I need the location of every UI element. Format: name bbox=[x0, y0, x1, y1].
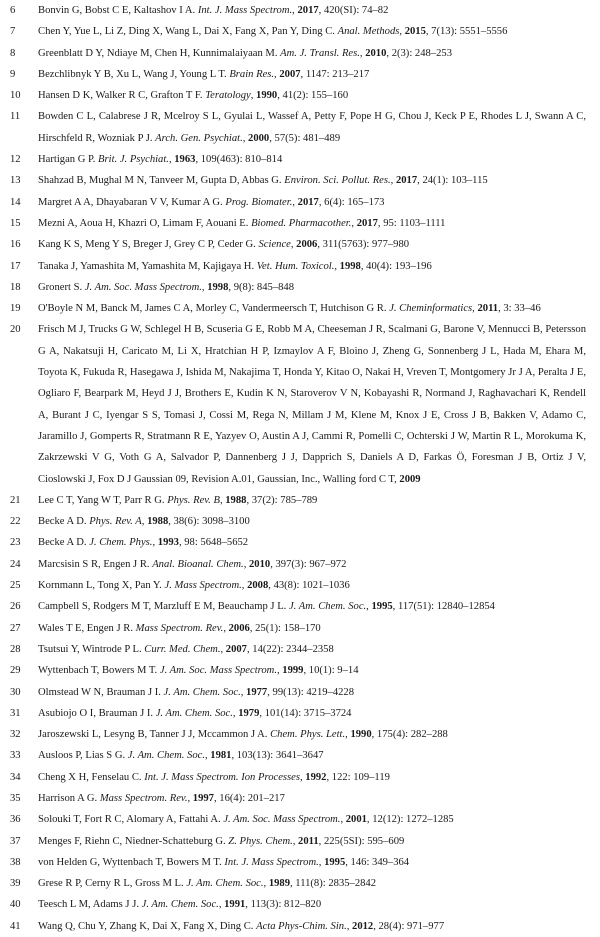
reference-details: , 25(1): 158–170 bbox=[249, 622, 321, 634]
reference-journal: Mass Spectrom. Rev. bbox=[99, 792, 188, 804]
reference-authors: Bowden C L, Calabrese J R, Mcelroy S L, Gyulai L, Wassef A, Petty F, Pope H G, Chou J, Keck P E, Rhodes L J, Swann A C, Hirschfeld R, Wozniak P J. bbox=[38, 111, 586, 144]
reference-item bbox=[0, 64, 600, 85]
reference-year: 2007 bbox=[225, 643, 247, 655]
reference-authors: Grese R P, Cerny R L, Gross M L. bbox=[38, 878, 184, 890]
reference-details: , 111(8): 2835–2842 bbox=[290, 878, 377, 890]
reference-journal: Anal. Methods bbox=[337, 26, 400, 38]
reference-number: 11 bbox=[10, 111, 21, 123]
reference-text: Hartigan G P. Brit. J. Psychiat., 1963, 109(463): 810–814 bbox=[38, 154, 283, 166]
reference-year: 2001 bbox=[345, 814, 367, 826]
reference-item bbox=[0, 511, 600, 532]
reference-year: 1989 bbox=[268, 878, 290, 890]
reference-item bbox=[0, 703, 600, 724]
reference-year: 1998 bbox=[207, 281, 229, 293]
reference-year: 1992 bbox=[305, 771, 327, 783]
reference-journal: Arch. Gen. Psychiat. bbox=[155, 132, 243, 144]
reference-text: Ausloos P, Lias S G. J. Am. Chem. Soc., 1981, 103(13): 3641–3647 bbox=[38, 750, 324, 762]
reference-number: 9 bbox=[10, 68, 16, 80]
reference-item bbox=[0, 894, 600, 915]
reference-authors: Gronert S. bbox=[38, 281, 83, 293]
reference-journal: Am. J. Transl. Res. bbox=[280, 47, 360, 59]
reference-year: 2017 bbox=[356, 217, 378, 229]
reference-details: , 397(3): 967–972 bbox=[270, 558, 347, 570]
reference-journal: Environ. Sci. Pollut. Res. bbox=[284, 175, 391, 187]
reference-item bbox=[0, 43, 600, 64]
reference-year: 2006 bbox=[228, 622, 250, 634]
reference-number: 15 bbox=[10, 217, 21, 229]
reference-journal: Brain Res. bbox=[229, 68, 275, 80]
reference-number: 24 bbox=[10, 558, 21, 570]
reference-authors: Tsutsui Y, Wintrode P L. bbox=[38, 643, 142, 655]
reference-journal: Acta Phys-Chim. Sin. bbox=[256, 920, 347, 932]
reference-year: 1997 bbox=[192, 792, 214, 804]
reference-journal: Mass Spectrom. Rev. bbox=[135, 622, 224, 634]
reference-item bbox=[0, 745, 600, 766]
reference-number: 34 bbox=[10, 771, 21, 783]
reference-authors: Campbell S, Rodgers M T, Marzluff E M, Beauchamp J L. bbox=[38, 601, 287, 613]
reference-text: Chen Y, Yue L, Li Z, Ding X, Wang L, Dai X, Fang X, Pan Y, Ding C. Anal. Methods, 2015, 7(13): 5551–5556 bbox=[38, 26, 508, 38]
reference-number: 13 bbox=[10, 175, 21, 187]
reference-details: , 6(4): 165–173 bbox=[318, 196, 385, 208]
reference-text: Asubiojo O I, Brauman J I. J. Am. Chem. Soc., 1979, 101(14): 3715–3724 bbox=[38, 707, 352, 719]
reference-details: , 37(2): 785–789 bbox=[246, 494, 318, 506]
reference-year: 2012 bbox=[352, 920, 374, 932]
reference-year: 1977 bbox=[246, 686, 268, 698]
reference-details: , 41(2): 155–160 bbox=[277, 90, 349, 102]
reference-details: , 14(22): 2344–2358 bbox=[246, 643, 334, 655]
reference-text: Greenblatt D Y, Ndiaye M, Chen H, Kunnimalaiyaan M. Am. J. Transl. Res., 2010, 2(3): 248–253 bbox=[38, 47, 453, 59]
reference-details: , 57(5): 481–489 bbox=[269, 132, 341, 144]
reference-details: , 7(13): 5551–5556 bbox=[425, 26, 508, 38]
reference-item bbox=[0, 106, 600, 149]
reference-authors: Solouki T, Fort R C, Alomary A, Fattahi A. bbox=[38, 814, 221, 826]
reference-journal: Phys. Rev. B bbox=[167, 494, 220, 506]
reference-authors: Harrison A G. bbox=[38, 792, 98, 804]
reference-details: , 1147: 213–217 bbox=[300, 68, 370, 80]
reference-year: 2017 bbox=[395, 175, 418, 187]
reference-text: O'Boyle N M, Banck M, James C A, Morley C, Vandermeersch T, Hutchison G R. J. Cheminformatics, 2011, 3: 33–46 bbox=[38, 303, 541, 315]
reference-year: 2010 bbox=[365, 47, 387, 59]
reference-item bbox=[0, 213, 600, 234]
reference-number: 20 bbox=[10, 324, 21, 336]
reference-journal: Anal. Bioanal. Chem. bbox=[152, 558, 244, 570]
reference-item bbox=[0, 319, 600, 489]
reference-details: , 109(463): 810–814 bbox=[195, 154, 283, 166]
reference-authors: Cheng X H, Fenselau C. bbox=[38, 771, 142, 783]
reference-journal: J. Am. Soc. Mass Spectrom. bbox=[159, 665, 277, 677]
reference-journal: Z. Phys. Chem. bbox=[228, 835, 293, 847]
reference-authors: Olmstead W N, Brauman J I. bbox=[38, 686, 161, 698]
reference-details: , 175(4): 282–288 bbox=[371, 729, 448, 741]
reference-authors: Becke A D. bbox=[38, 537, 87, 549]
reference-text: Shahzad B, Mughal M N, Tanveer M, Gupta D, Abbas G. Environ. Sci. Pollut. Res., 2017, 24(1): 103–115 bbox=[38, 175, 488, 187]
reference-details: , 28(4): 971–977 bbox=[373, 920, 445, 932]
reference-year: 1995 bbox=[324, 856, 346, 868]
reference-number: 35 bbox=[10, 792, 21, 804]
reference-year: 2007 bbox=[279, 68, 301, 80]
reference-text: Teesch L M, Adams J J. J. Am. Chem. Soc., 1991, 113(3): 812–820 bbox=[38, 899, 322, 911]
reference-text: Campbell S, Rodgers M T, Marzluff E M, Beauchamp J L. J. Am. Chem. Soc., 1995, 117(51): 12840–12854 bbox=[38, 601, 495, 613]
reference-item bbox=[0, 682, 600, 703]
reference-details: , 113(3): 812–820 bbox=[245, 899, 322, 911]
reference-authors: Wales T E, Engen J R. bbox=[38, 622, 133, 634]
reference-item bbox=[0, 618, 600, 639]
reference-year: 2011 bbox=[477, 303, 499, 315]
reference-journal: Phys. Rev. A bbox=[89, 516, 142, 528]
reference-item bbox=[0, 852, 600, 873]
reference-authors: Margret A A, Dhayabaran V V, Kumar A G. bbox=[38, 196, 223, 208]
reference-number: 32 bbox=[10, 729, 21, 741]
reference-text: Olmstead W N, Brauman J I. J. Am. Chem. Soc., 1977, 99(13): 4219–4228 bbox=[38, 686, 355, 698]
reference-authors: Wyttenbach T, Bowers M T. bbox=[38, 665, 158, 677]
reference-authors: Mezni A, Aoua H, Khazri O, Limam F, Aouani E. bbox=[38, 217, 249, 229]
reference-year: 1963 bbox=[174, 154, 196, 166]
reference-item bbox=[0, 277, 600, 298]
reference-details: , 101(14): 3715–3724 bbox=[259, 707, 352, 719]
reference-details: , 3: 33–46 bbox=[498, 303, 541, 315]
reference-year: 1991 bbox=[224, 899, 246, 911]
reference-journal: Int. J. Mass Spectrom. bbox=[197, 5, 293, 16]
reference-details: , 12(12): 1272–1285 bbox=[366, 814, 454, 826]
reference-number: 21 bbox=[10, 494, 21, 506]
reference-journal: J. Chem. Phys. bbox=[89, 537, 153, 549]
reference-item bbox=[0, 256, 600, 277]
reference-journal: J. Am. Chem. Soc. bbox=[288, 601, 367, 613]
reference-item bbox=[0, 234, 600, 255]
reference-item bbox=[0, 767, 600, 788]
reference-year: 1990 bbox=[256, 90, 278, 102]
reference-year: 2008 bbox=[247, 580, 269, 592]
reference-journal: J. Am. Soc. Mass Spectrom. bbox=[223, 814, 341, 826]
reference-number: 23 bbox=[10, 537, 21, 549]
reference-number: 16 bbox=[10, 239, 21, 251]
reference-authors: Kang K S, Meng Y S, Breger J, Grey C P, Ceder G. bbox=[38, 239, 256, 251]
reference-details: , 16(4): 201–217 bbox=[213, 792, 285, 804]
reference-number: 40 bbox=[10, 899, 21, 911]
reference-number: 33 bbox=[10, 750, 21, 762]
reference-authors: Menges F, Riehn C, Niedner-Schatteburg G. bbox=[38, 835, 226, 847]
reference-item bbox=[0, 660, 600, 681]
reference-journal: J. Am. Chem. Soc. bbox=[127, 750, 205, 762]
reference-details: , 146: 349–364 bbox=[345, 856, 410, 868]
reference-number: 25 bbox=[10, 580, 21, 592]
reference-details: , 95: 1103–1111 bbox=[377, 217, 446, 229]
reference-number: 41 bbox=[10, 920, 21, 932]
reference-authors: O'Boyle N M, Banck M, James C A, Morley C, Vandermeersch T, Hutchison G R. bbox=[38, 303, 387, 315]
reference-year: 2011 bbox=[298, 835, 319, 847]
reference-number: 17 bbox=[10, 260, 21, 272]
reference-item bbox=[0, 298, 600, 319]
reference-authors: Ausloos P, Lias S G. bbox=[38, 750, 126, 762]
reference-authors: Tanaka J, Yamashita M, Yamashita M, Kajigaya H. bbox=[38, 260, 255, 272]
reference-details: , 225(5SI): 595–609 bbox=[318, 835, 405, 847]
reference-authors: Shahzad B, Mughal M N, Tanveer M, Gupta D, Abbas G. bbox=[38, 175, 282, 187]
reference-authors: Frisch M J, Trucks G W, Schlegel H B, Scuseria G E, Robb M A, Cheeseman J R, Scalmani G, Barone V, Mennucci B, Petersson G A, Nakatsuji H, Caricato M, Li X, Hratchian H P, Izmaylov A F, Bloino J, Zheng G, Sonnenberg J L, Hada M, Ehara M, Toyota K, Fukuda R, Hasegawa J, Ishida M, Nakajima T, Honda Y, Kitao O, Nakai H, Vreven T, Montgomery Jr J A, Peralta J E, Ogliaro F, Bearpark M, Heyd J J, Brothers E, Kudin K N, Staroverov V N, Kobayashi R, Normand J, Raghavachari K, Rendell A, Burant J C, Iyengar S S, Tomasi J, Cossi M, Rega N, Millam J M, Klene M, Knox J E, Cross J B, Bakken V, Adamo C, Jaramillo J, Gomperts R, Stratmann R E, Yazyev O, Austin A J, Cammi R, Pomelli C, Ochterski J W, Martin R L, Morokuma K, Zakrzewski V G, Voth G A, Salvador P, Dannenberg J J, Dapprich S, Daniels A D, Farkas Ö, Foresman J B, Ortiz J V, Cioslowski J, Fox D J Gaussian 09, Revision A.01, Gaussian, Inc., Walling ford C T, bbox=[38, 324, 586, 485]
reference-authors: Greenblatt D Y, Ndiaye M, Chen H, Kunnimalaiyaan M. bbox=[38, 47, 278, 59]
reference-text: Tanaka J, Yamashita M, Yamashita M, Kajigaya H. Vet. Hum. Toxicol., 1998, 40(4): 193–196 bbox=[38, 260, 432, 272]
reference-authors: Wang Q, Chu Y, Zhang K, Dai X, Fang X, Ding C. bbox=[38, 920, 254, 932]
reference-text: Jaroszewski L, Lesyng B, Tanner J J, Mccammon J A. Chem. Phys. Lett., 1990, 175(4): 282–288 bbox=[38, 729, 448, 741]
reference-text: von Helden G, Wyttenbach T, Bowers M T. Int. J. Mass Spectrom., 1995, 146: 349–364 bbox=[38, 856, 410, 868]
reference-number: 28 bbox=[10, 643, 21, 655]
reference-journal: Teratology bbox=[205, 90, 251, 102]
reference-authors: Marcsisin S R, Engen J R. bbox=[38, 558, 150, 570]
reference-journal: J. Cheminformatics bbox=[389, 303, 473, 315]
reference-text: Kang K S, Meng Y S, Breger J, Grey C P, Ceder G. Science, 2006, 311(5763): 977–980 bbox=[38, 239, 410, 251]
reference-journal: J. Am. Chem. Soc. bbox=[155, 707, 233, 719]
reference-text: Tsutsui Y, Wintrode P L. Curr. Med. Chem., 2007, 14(22): 2344–2358 bbox=[38, 643, 334, 655]
reference-number: 19 bbox=[10, 303, 21, 315]
reference-item bbox=[0, 490, 600, 511]
reference-item bbox=[0, 532, 600, 553]
reference-number: 38 bbox=[10, 856, 21, 868]
reference-number: 7 bbox=[10, 26, 16, 38]
reference-text: Menges F, Riehn C, Niedner-Schatteburg G. Z. Phys. Chem., 2011, 225(5SI): 595–609 bbox=[38, 835, 405, 847]
reference-item bbox=[0, 170, 600, 191]
reference-year: 2010 bbox=[249, 558, 271, 570]
reference-text: Cheng X H, Fenselau C. Int. J. Mass Spectrom. Ion Processes, 1992, 122: 109–119 bbox=[38, 771, 390, 783]
reference-authors: Hansen D K, Walker R C, Grafton T F. bbox=[38, 90, 203, 102]
reference-number: 26 bbox=[10, 601, 21, 613]
reference-year: 1990 bbox=[350, 729, 372, 741]
reference-number: 37 bbox=[10, 835, 21, 847]
reference-year: 2017 bbox=[297, 5, 319, 16]
reference-year: 1993 bbox=[157, 537, 179, 549]
reference-details: , 2(3): 248–253 bbox=[386, 47, 453, 59]
reference-details: , 117(51): 12840–12854 bbox=[392, 601, 495, 613]
reference-journal: J. Am. Soc. Mass Spectrom. bbox=[84, 281, 202, 293]
reference-authors: Asubiojo O I, Brauman J I. bbox=[38, 707, 154, 719]
reference-details: , 43(8): 1021–1036 bbox=[268, 580, 350, 592]
reference-details: , 40(4): 193–196 bbox=[360, 260, 432, 272]
reference-item bbox=[0, 809, 600, 830]
reference-authors: Hartigan G P. bbox=[38, 154, 96, 166]
reference-number: 18 bbox=[10, 281, 21, 293]
reference-year: 1979 bbox=[238, 707, 260, 719]
reference-year: 1988 bbox=[225, 494, 247, 506]
reference-text: Solouki T, Fort R C, Alomary A, Fattahi A. J. Am. Soc. Mass Spectrom., 2001, 12(12): 1272–1285 bbox=[38, 814, 454, 826]
reference-item bbox=[0, 639, 600, 660]
reference-number: 22 bbox=[10, 516, 21, 528]
reference-number: 12 bbox=[10, 154, 21, 166]
reference-item bbox=[0, 0, 600, 21]
reference-number: 27 bbox=[10, 622, 21, 634]
reference-details: , 10(1): 9–14 bbox=[303, 665, 359, 677]
reference-item bbox=[0, 575, 600, 596]
reference-journal: J. Mass Spectrom. bbox=[164, 580, 242, 592]
reference-text: Hansen D K, Walker R C, Grafton T F. Teratology, 1990, 41(2): 155–160 bbox=[38, 90, 349, 102]
reference-details: , 420(SI): 74–82 bbox=[318, 5, 389, 16]
reference-number: 6 bbox=[10, 5, 16, 16]
reference-journal: Science bbox=[258, 239, 291, 251]
reference-year: 1998 bbox=[339, 260, 361, 272]
reference-item bbox=[0, 596, 600, 617]
reference-details: , 9(8): 845–848 bbox=[228, 281, 295, 293]
reference-text: Margret A A, Dhayabaran V V, Kumar A G. Prog. Biomater., 2017, 6(4): 165–173 bbox=[38, 196, 385, 208]
reference-authors: Bezchlibnyk Y B, Xu L, Wang J, Young L T. bbox=[38, 68, 227, 80]
reference-number: 29 bbox=[10, 665, 21, 677]
reference-text bbox=[38, 319, 586, 489]
reference-text: Wales T E, Engen J R. Mass Spectrom. Rev., 2006, 25(1): 158–170 bbox=[38, 622, 321, 634]
reference-journal: Curr. Med. Chem. bbox=[144, 643, 221, 655]
reference-journal: J. Am. Chem. Soc. bbox=[186, 878, 264, 890]
reference-details: , 311(5763): 977–980 bbox=[317, 239, 410, 251]
reference-journal: Vet. Hum. Toxicol. bbox=[256, 260, 335, 272]
reference-year: 2000 bbox=[248, 132, 270, 144]
reference-year: 1995 bbox=[371, 601, 393, 613]
reference-number: 30 bbox=[10, 686, 21, 698]
reference-details: , 98: 5648–5652 bbox=[178, 537, 249, 549]
reference-details: , 122: 109–119 bbox=[326, 771, 390, 783]
reference-authors: Lee C T, Yang W T, Parr R G. bbox=[38, 494, 165, 506]
reference-text: Mezni A, Aoua H, Khazri O, Limam F, Aouani E. Biomed. Pharmacother., 2017, 95: 1103–1111 bbox=[38, 217, 446, 229]
reference-text: Becke A D. Phys. Rev. A, 1988, 38(6): 3098–3100 bbox=[38, 516, 250, 528]
reference-text: Marcsisin S R, Engen J R. Anal. Bioanal. Chem., 2010, 397(3): 967–972 bbox=[38, 558, 347, 570]
reference-year: 2017 bbox=[297, 196, 319, 208]
reference-number: 8 bbox=[10, 47, 16, 59]
reference-number: 10 bbox=[10, 90, 21, 102]
reference-details: , 24(1): 103–115 bbox=[417, 175, 488, 187]
reference-details: , 99(13): 4219–4228 bbox=[267, 686, 355, 698]
reference-item bbox=[0, 916, 600, 937]
reference-number: 39 bbox=[10, 878, 21, 890]
reference-text: Grese R P, Cerny R L, Gross M L. J. Am. Chem. Soc., 1989, 111(8): 2835–2842 bbox=[38, 878, 377, 890]
reference-text: Lee C T, Yang W T, Parr R G. Phys. Rev. B, 1988, 37(2): 785–789 bbox=[38, 494, 318, 506]
reference-text: Wyttenbach T, Bowers M T. J. Am. Soc. Mass Spectrom., 1999, 10(1): 9–14 bbox=[38, 665, 359, 677]
reference-journal: Int. J. Mass Spectrom. Ion Processes bbox=[144, 771, 300, 783]
reference-details: , 38(6): 3098–3100 bbox=[168, 516, 250, 528]
reference-text: Bonvin G, Bobst C E, Kaltashov I A. Int. J. Mass Spectrom., 2017, 420(SI): 74–82 bbox=[38, 5, 389, 16]
reference-item bbox=[0, 831, 600, 852]
reference-authors: von Helden G, Wyttenbach T, Bowers M T. bbox=[38, 856, 222, 868]
reference-text: Gronert S. J. Am. Soc. Mass Spectrom., 1998, 9(8): 845–848 bbox=[38, 281, 295, 293]
reference-details: , 103(13): 3641–3647 bbox=[231, 750, 324, 762]
reference-item bbox=[0, 724, 600, 745]
reference-authors: Teesch L M, Adams J J. bbox=[38, 899, 139, 911]
reference-text: Bezchlibnyk Y B, Xu L, Wang J, Young L T. Brain Res., 2007, 1147: 213–217 bbox=[38, 68, 370, 80]
reference-journal: Chem. Phys. Lett. bbox=[270, 729, 346, 741]
reference-item bbox=[0, 21, 600, 42]
reference-number: 14 bbox=[10, 196, 21, 208]
reference-year: 2015 bbox=[404, 26, 426, 38]
reference-year: 1981 bbox=[210, 750, 232, 762]
reference-authors: Chen Y, Yue L, Li Z, Ding X, Wang L, Dai X, Fang X, Pan Y, Ding C. bbox=[38, 26, 335, 38]
reference-number: 36 bbox=[10, 814, 21, 826]
reference-authors: Bonvin G, Bobst C E, Kaltashov I A. bbox=[38, 5, 196, 16]
reference-text: Kornmann L, Tong X, Pan Y. J. Mass Spectrom., 2008, 43(8): 1021–1036 bbox=[38, 580, 350, 592]
reference-journal: Biomed. Pharmacother. bbox=[251, 217, 352, 229]
reference-item bbox=[0, 788, 600, 809]
reference-year: 1988 bbox=[147, 516, 169, 528]
reference-text: Wang Q, Chu Y, Zhang K, Dai X, Fang X, Ding C. Acta Phys-Chim. Sin., 2012, 28(4): 971–977 bbox=[38, 920, 445, 932]
reference-text: Bowden C L, Calabrese J R, Mcelroy S L, Gyulai L, Wassef A, Petty F, Pope H G, Chou J, Keck P E, Rhodes L J, Swann A C, Hirschfeld R, Wozniak P J. Arch. Gen. Psychiat., 2000, 57(5): 481–489 bbox=[38, 111, 586, 144]
reference-item bbox=[0, 192, 600, 213]
reference-authors: Kornmann L, Tong X, Pan Y. bbox=[38, 580, 162, 592]
reference-journal: Brit. J. Psychiat. bbox=[98, 154, 169, 166]
reference-year: 2006 bbox=[296, 239, 318, 251]
reference-authors: Jaroszewski L, Lesyng B, Tanner J J, Mccammon J A. bbox=[38, 729, 268, 741]
reference-journal: J. Am. Chem. Soc. bbox=[163, 686, 241, 698]
reference-text: Harrison A G. Mass Spectrom. Rev., 1997, 16(4): 201–217 bbox=[38, 792, 285, 804]
reference-authors: Becke A D. bbox=[38, 516, 87, 528]
reference-text: Becke A D. J. Chem. Phys., 1993, 98: 5648–5652 bbox=[38, 537, 249, 549]
reference-year: 2009 bbox=[399, 473, 421, 485]
reference-item bbox=[0, 149, 600, 170]
reference-year: 1999 bbox=[282, 665, 304, 677]
reference-item bbox=[0, 873, 600, 894]
reference-item bbox=[0, 85, 600, 106]
reference-journal: Prog. Biomater. bbox=[225, 196, 293, 208]
reference-journal: J. Am. Chem. Soc. bbox=[141, 899, 219, 911]
reference-item bbox=[0, 554, 600, 575]
reference-number: 31 bbox=[10, 707, 21, 719]
reference-journal: Int. J. Mass Spectrom. bbox=[224, 856, 319, 868]
